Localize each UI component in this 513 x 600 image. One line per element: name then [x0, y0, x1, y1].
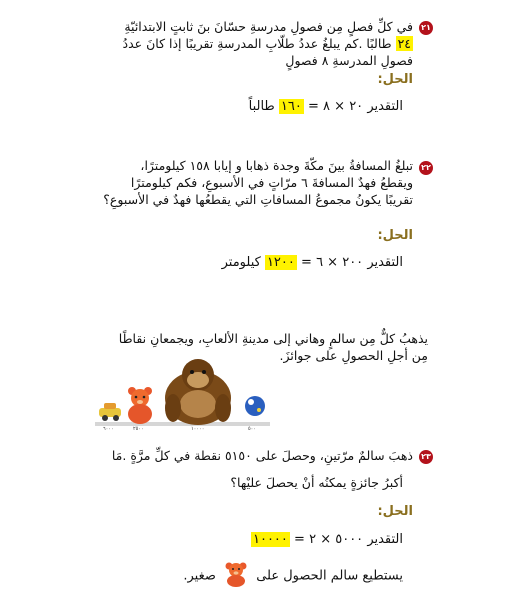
q22-answer: ١٢٠٠ — [266, 255, 295, 270]
q22-estimate: التقدير ٢٠٠ × ٦ = ١٢٠٠ كيلومتر — [221, 255, 403, 270]
ball-toy-icon — [245, 396, 265, 416]
question-23-text: ذهبَ سالمٌ مرّتينِ، وحصلَ على ٥١٥٠ نقطة في كلِّ مرَّةٍ .مَا أكبرُ جائزةٍ يمكنُه أنْ يحصلَ عليْها؟ — [111, 448, 413, 490]
q21-highlight-24: ٢٤ — [397, 36, 411, 51]
question-21-text — [73, 18, 413, 69]
q21-line3: فصولِ المدرسةِ ٨ فصولٍ — [285, 53, 413, 68]
toy-car-icon — [99, 403, 121, 421]
prize-toys-svg — [95, 358, 270, 434]
q23-solution-label: الحل: — [377, 504, 413, 519]
question-22-text: تبلغُ المسافةُ بينَ مكّةَ وجدة ذهابا و إيابا ١٥٨ كيلومترًا، ويقطعُ فهدٌ المسافةَ ٦ مرّاتٍ في الأسبوعِ، فكم كيلومترًا تقريبًا يكونُ مجموعُ المسافاتِ التي يقطعُها فهدٌ في الأسبوعِ؟ — [103, 158, 413, 207]
toys-intro-text: يذهبُ كلٌّ مِن سالمٍ وهاني إلى مدينةِ الألعابِ، ويجمعانِ نقاطًا مِن أجلِ الحصولِ على جوائزَ. — [118, 331, 428, 363]
price-tag-bear: ٢٥٠٠ — [133, 426, 144, 432]
question-number-badge: ٢٣ — [419, 450, 433, 464]
q21-line1: في كلِّ فصلٍ مِن فصولِ مدرسةِ حسّانَ بنَ ثابتٍ الابتدائيّةِ — [124, 19, 413, 34]
small-bear-icon — [224, 561, 248, 591]
q23-conclusion: يستطيع سالم الحصول على صغير. — [183, 561, 403, 591]
red-teddy-bear-icon — [128, 387, 152, 424]
price-tag-gorilla: ١٠٠٠٠ — [191, 426, 205, 432]
price-tag-car: ٦٠٠٠ — [103, 426, 114, 432]
gorilla-toy-icon — [165, 359, 231, 425]
q21-solution-label: الحل: — [377, 72, 413, 87]
q21-line2: ٢٤ طالبًا .كم يبلغُ عددُ طلّابِ المدرسةِ تقريبًا إذا كانَ عددُ — [122, 36, 411, 51]
price-tag-ball: ٥٠٠ — [248, 426, 257, 432]
question-number-badge: ٢١ — [419, 21, 433, 35]
question-number-badge: ٢٢ — [419, 161, 433, 175]
q23-answer: ١٠٠٠٠ — [252, 532, 288, 547]
prize-toys-illustration — [95, 358, 270, 434]
q21-answer: ١٦٠ — [280, 99, 302, 114]
q23-estimate: التقدير ٥٠٠٠ × ٢ = ١٠٠٠٠ — [252, 532, 403, 547]
q22-solution-label: الحل: — [377, 228, 413, 243]
q21-estimate: التقدير ٢٠ × ٨ = ١٦٠ طالباً — [248, 99, 403, 114]
